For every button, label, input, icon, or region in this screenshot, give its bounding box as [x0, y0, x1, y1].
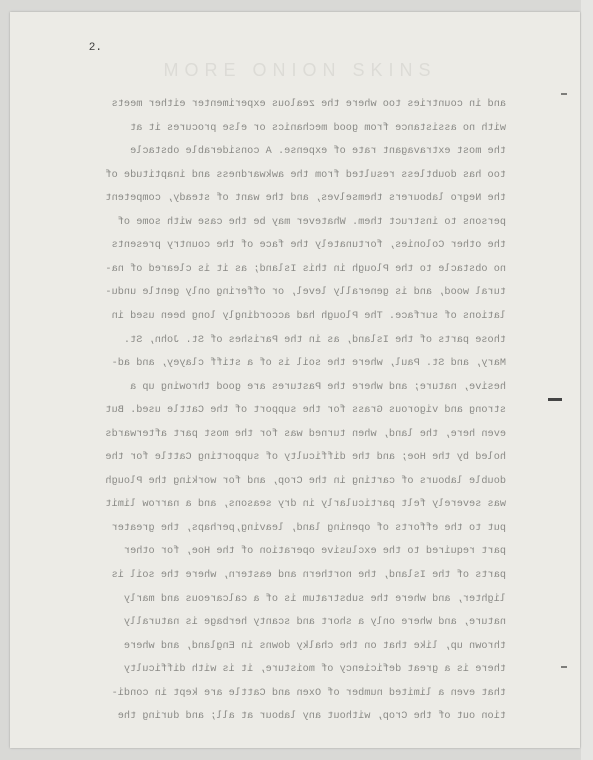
mirrored-text-block: [10, 12, 580, 748]
text-line: hesive, nature; and where the Pastures are good throwing up a: [130, 381, 506, 393]
text-line: tural wood, and is generally level, or offering only gentle undu-: [105, 287, 506, 299]
edge-mark: [561, 666, 567, 668]
text-line: strong and vigorous Grass for the support of the Cattle used. But: [105, 405, 506, 417]
text-line: there is a great deficiency of moisture, it is with difficulty: [123, 664, 506, 676]
text-line: holed by the Hoe; and the difficulty of supporting Cattle for the: [105, 452, 506, 464]
document-page: [10, 12, 580, 748]
text-line: Mary, and St. Paul, where the soil is of a stiff clayey, and ad-: [111, 358, 506, 370]
edge-mark: [548, 398, 562, 401]
page-edge: [581, 0, 593, 760]
text-line: no obstacle to the Plough in this Island; as it is cleared of na-: [105, 263, 506, 275]
text-line: even here, the land, when turned was for the most part afterwards: [105, 428, 506, 440]
page-number: 2.: [88, 42, 102, 54]
text-line: was severely felt particularly in dry seasons, and a narrow limit: [105, 499, 506, 511]
text-line: double labours of carting in the Crop, and for working the Plough: [105, 475, 506, 487]
text-line: parts of the Island, the northern and eastern, where the soil is: [111, 570, 506, 581]
text-line: with no assistance from good mechanics or else procures it at: [130, 122, 506, 134]
text-line: those parts of the Island, as in the Parishes of St. John, St.: [123, 334, 506, 346]
text-line: tion out of the Crop, without any labour at all; and during the: [117, 711, 506, 723]
text-line: the other Colonies, fortunately the face of the country presents: [111, 240, 506, 252]
text-line: and in countries too where the zealous experimenter either meets: [111, 99, 506, 110]
text-line: part required to the exclusive operation of the Hoe, for other: [123, 546, 506, 558]
text-line: the most extravagant rate of expense. A considerable obstacle: [130, 146, 506, 158]
text-line: lighter, and where the substratum is of a calcareous and marly: [123, 593, 506, 605]
text-line: put to the efforts of opening land, leaving,perhaps, the greater: [111, 522, 506, 534]
bleed-through-text: MORE ONION SKINS: [163, 60, 437, 80]
text-line: thrown up, like that on the chalky downs in England, and where: [123, 640, 506, 652]
text-line: lations of surface. The Plough had accordingly long been used in: [111, 310, 506, 322]
text-line: too has doubtless resulted from the awkwardness and inaptitude of: [105, 169, 506, 181]
edge-mark: [561, 93, 567, 95]
text-line: that even a limited number of Oxen and Cattle are kept in condi-: [111, 687, 506, 699]
text-line: nature, and where only a short and scanty herbage is naturally: [123, 617, 506, 629]
text-line: persons to instruct them. Whatever may be the case with some of: [117, 216, 506, 228]
text-line: the Negro labourers themselves, and the want of steady, competent: [105, 193, 506, 205]
